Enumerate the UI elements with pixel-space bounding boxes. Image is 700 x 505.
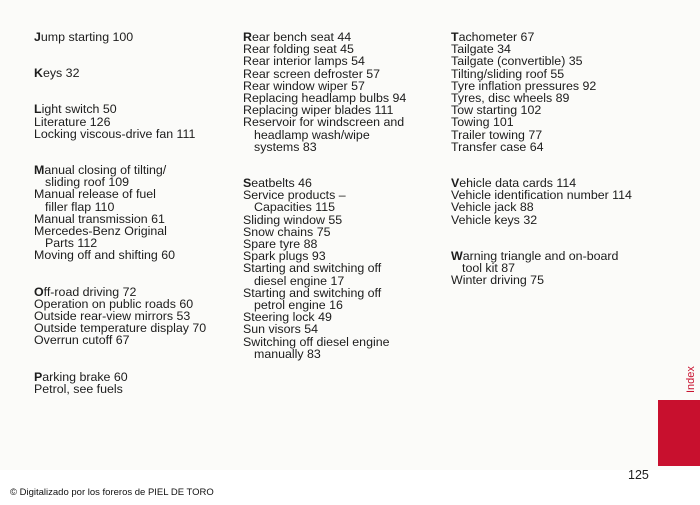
index-entry-text: Warning triangle and on-board	[451, 248, 619, 263]
index-entry-continuation: filler flap 110	[45, 199, 115, 214]
index-entry-text: Rear folding seat 45	[243, 42, 354, 57]
index-entry-text: Trailer towing 77	[451, 127, 543, 142]
index-entry-text: Switching off diesel engine	[243, 334, 390, 349]
index-entry-continuation: sliding roof 109	[45, 175, 130, 190]
index-entry-text: Snow chains 75	[243, 224, 331, 239]
index-entry-continuation: manually 83	[254, 346, 321, 361]
index-entry-text: Light switch 50	[34, 102, 117, 117]
index-entry-text: Overrun cutoff 67	[34, 333, 130, 348]
index-entry	[451, 274, 691, 286]
index-letter-group	[451, 177, 691, 226]
index-entry-text: Petrol, see fuels	[34, 381, 123, 396]
index-entry-text: Vehicle data cards 114	[451, 176, 577, 191]
index-entry-text: Manual transmission 61	[34, 211, 165, 226]
index-tab	[658, 400, 700, 466]
index-entry-text: Replacing wiper blades 111	[243, 103, 394, 118]
index-column-3	[451, 31, 691, 310]
index-entry-text: Operation on public roads 60	[34, 296, 194, 311]
index-entry-text: Vehicle identification number 114	[451, 188, 632, 203]
index-entry-text: Jump starting 100	[34, 30, 134, 44]
index-entry	[451, 141, 691, 153]
index-entry	[34, 249, 234, 261]
index-entry-text: Keys 32	[34, 66, 80, 81]
index-entry	[243, 336, 443, 360]
index-entry	[34, 128, 234, 140]
index-entry-text: Tachometer 67	[451, 30, 535, 44]
index-entry	[451, 214, 691, 226]
index-entry-continuation: headlamp wash/wipe	[254, 127, 370, 142]
index-letter-group	[34, 286, 234, 347]
index-entry-text: Off-road driving 72	[34, 284, 137, 299]
index-entry-text: Vehicle jack 88	[451, 200, 534, 215]
index-letter-group	[34, 371, 234, 395]
index-letter-group	[451, 250, 691, 287]
index-entry-text: Rear interior lamps 54	[243, 54, 365, 69]
index-entry-text: Rear screen defroster 57	[243, 66, 381, 81]
index-entry-text: Sun visors 54	[243, 322, 319, 337]
index-entry-text: Vehicle keys 32	[451, 212, 538, 227]
index-entry	[451, 250, 691, 274]
index-entry	[34, 334, 234, 346]
index-entry-text: Tow starting 102	[451, 103, 542, 118]
index-letter-group	[34, 103, 234, 140]
index-entry-text: Manual release of fuel	[34, 187, 156, 202]
page-number: 125	[628, 468, 649, 482]
index-entry-text: Literature 126	[34, 114, 111, 129]
index-entry-text: Starting and switching off	[243, 285, 382, 300]
index-entry	[34, 383, 234, 395]
index-entry-continuation: tool kit 87	[462, 261, 516, 276]
index-entry-text: Rear bench seat 44	[243, 30, 352, 44]
index-entry-continuation: systems 83	[254, 139, 317, 154]
index-entry	[34, 188, 234, 212]
index-letter-group	[243, 31, 443, 153]
index-entry-continuation: petrol engine 16	[254, 298, 343, 313]
index-entry-continuation: diesel engine 17	[254, 273, 345, 288]
index-entry-text: Tyre inflation pressures 92	[451, 78, 597, 93]
index-entry-text: Starting and switching off	[243, 261, 382, 276]
copyright-notice: © Digitalizado por los foreros de PIEL DE TORO	[10, 487, 214, 498]
index-entry-continuation: Capacities 115	[254, 200, 336, 215]
index-entry	[243, 116, 443, 153]
index-entry-text: Reservoir for windscreen and	[243, 115, 405, 130]
index-column-2	[243, 31, 443, 384]
index-entry	[34, 31, 234, 43]
index-entry-text: Mercedes-Benz Original	[34, 224, 167, 239]
index-entry-text: Manual closing of tilting/	[34, 163, 167, 178]
index-entry-text: Tailgate 34	[451, 42, 511, 57]
index-letter-group	[34, 164, 234, 262]
index-column-1	[34, 31, 234, 419]
index-letter-group	[34, 31, 234, 43]
index-entry-text: Tailgate (convertible) 35	[451, 54, 583, 69]
index-entry-text: Spark plugs 93	[243, 249, 326, 264]
index-entry	[34, 164, 234, 188]
index-entry-text: Transfer case 64	[451, 139, 544, 154]
index-entry-text: Outside rear-view mirrors 53	[34, 309, 191, 324]
index-entry-continuation: Parts 112	[45, 236, 98, 251]
index-entry-text: Service products –	[243, 188, 346, 203]
index-entry	[34, 225, 234, 249]
index-entry-text: Winter driving 75	[451, 273, 544, 288]
index-entry-text: Moving off and shifting 60	[34, 248, 175, 263]
index-entry-text: Towing 101	[451, 115, 514, 130]
index-letter-group	[34, 67, 234, 79]
index-entry-text: Tyres, disc wheels 89	[451, 91, 570, 106]
index-entry-text: Spare tyre 88	[243, 237, 318, 252]
index-entry-text: Tilting/sliding roof 55	[451, 66, 565, 81]
index-entry-text: Parking brake 60	[34, 369, 128, 384]
index-entry-text: Sliding window 55	[243, 212, 343, 227]
index-entry	[243, 287, 443, 311]
index-entry-text: Replacing headlamp bulbs 94	[243, 91, 407, 106]
index-entry	[243, 189, 443, 213]
index-letter-group	[451, 31, 691, 153]
index-entry	[243, 262, 443, 286]
index-entry	[34, 67, 234, 79]
index-entry-text: Steering lock 49	[243, 310, 332, 325]
index-entry-text: Outside temperature display 70	[34, 321, 207, 336]
index-entry-text: Locking viscous-drive fan 111	[34, 126, 196, 141]
index-letter-group	[243, 177, 443, 360]
index-label: Index	[685, 366, 697, 393]
index-entry-text: Rear window wiper 57	[243, 78, 365, 93]
index-entry-text: Seatbelts 46	[243, 176, 312, 191]
